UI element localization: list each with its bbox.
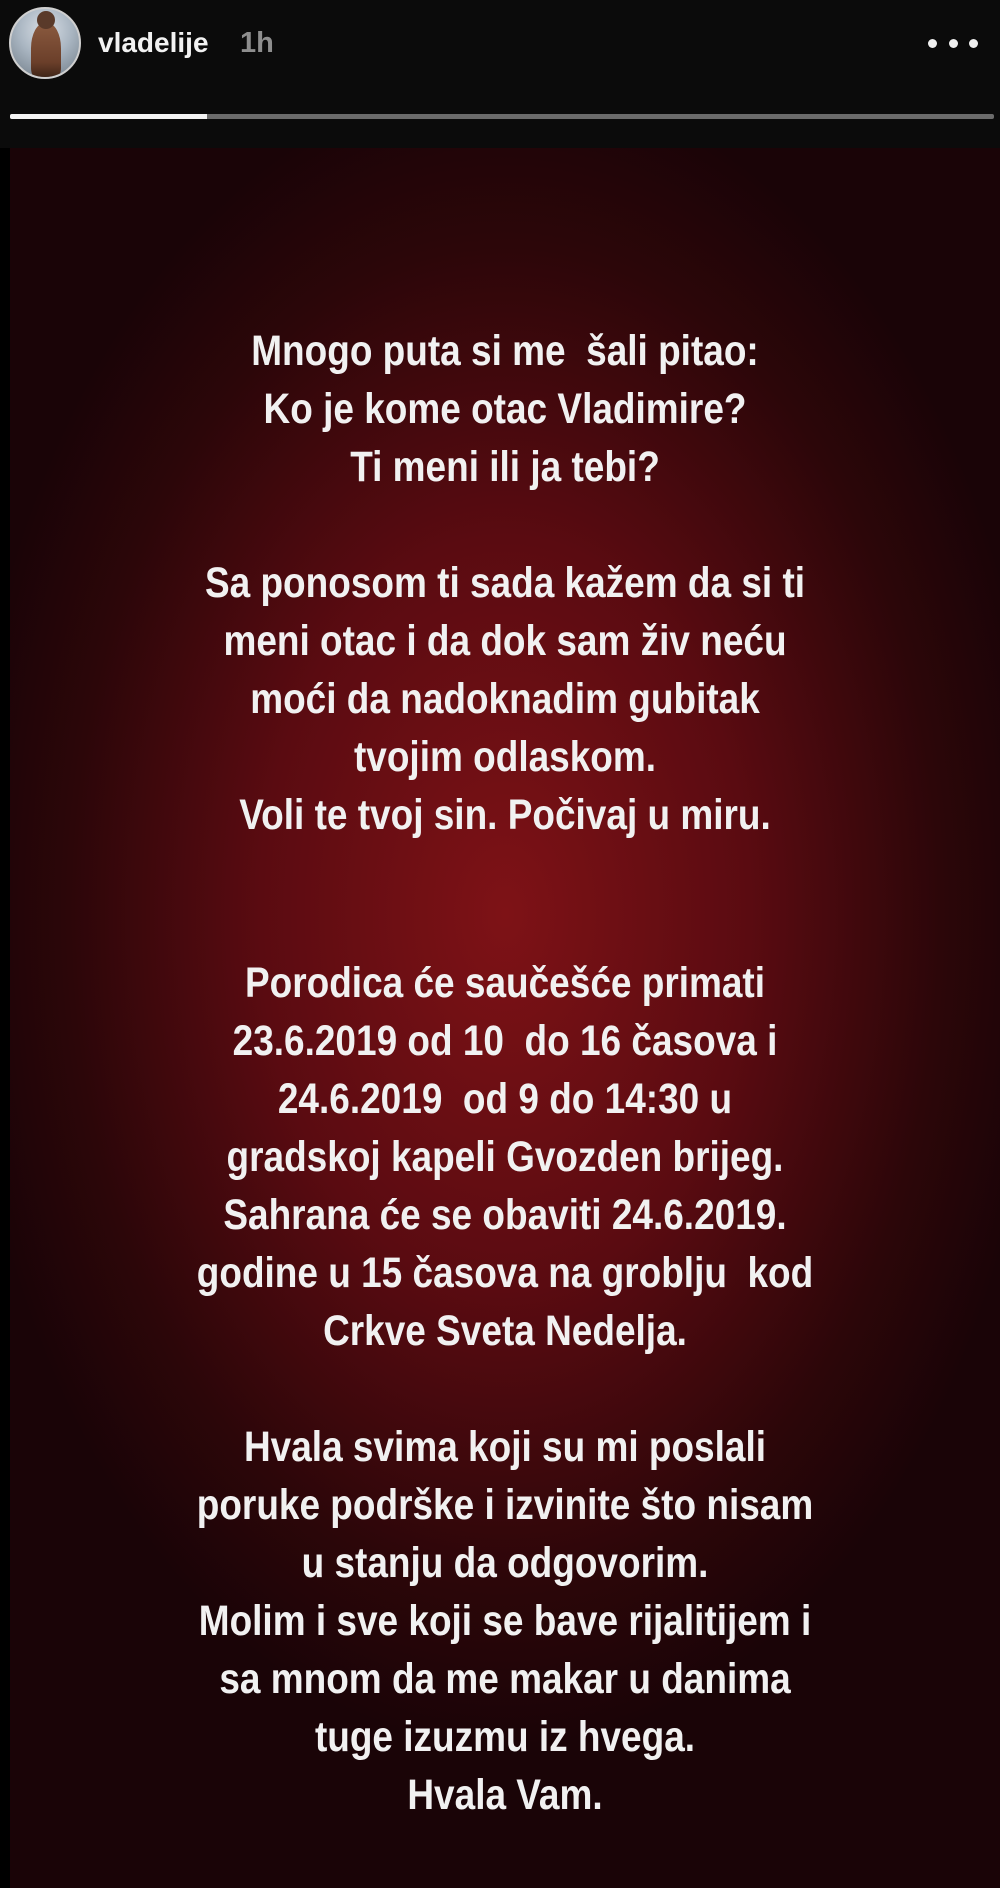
more-dot [928, 39, 937, 48]
story-line: tuge izuzmu iz hvega. [314, 1713, 696, 1761]
story-line: Hvala svima koji su mi poslali [243, 1423, 767, 1471]
story-header [0, 0, 1000, 148]
story-paragraph-1 [79, 322, 930, 496]
story-line: 23.6.2019 od 10 do 16 časova i [232, 1017, 778, 1065]
story-line: u stanju da odgovorim. [301, 1539, 709, 1587]
story-line: gradskoj kapeli Gvozden brijeg. [226, 1133, 784, 1181]
more-dot [969, 39, 978, 48]
story-line: godine u 15 časova na groblju kod [196, 1249, 814, 1297]
story-line: poruke podrške i izvinite što nisam [196, 1481, 814, 1529]
story-paragraph-3 [79, 954, 930, 1360]
avatar-figure [31, 23, 61, 79]
story-line: Crkve Sveta Nedelja. [323, 1307, 687, 1355]
story-line: Porodica će saučešće primati [244, 959, 766, 1007]
story-line: Hvala Vam. [407, 1771, 603, 1819]
story-line: tvojim odlaskom. [353, 733, 657, 781]
story-line: Mnogo puta si me šali pitao: [251, 327, 759, 375]
story-line: Ko je kome otac Vladimire? [263, 385, 747, 433]
profile-avatar-icon[interactable] [9, 7, 81, 79]
story-progress-fill [10, 114, 207, 119]
story-line: Ti meni ili ja tebi? [350, 443, 660, 491]
more-options-icon[interactable] [928, 26, 978, 60]
story-paragraph-4 [79, 1418, 930, 1824]
story-line: Sa ponosom ti sada kažem da si ti [204, 559, 806, 607]
story-line: moći da nadoknadim gubitak [250, 675, 760, 723]
post-timestamp: 1h [240, 27, 274, 59]
story-line: Sahrana će se obaviti 24.6.2019. [223, 1191, 787, 1239]
avatar-head [37, 11, 55, 29]
story-paragraph-2 [79, 554, 930, 844]
more-dot [949, 39, 958, 48]
story-line: Molim i sve koji se bave rijalitijem i [198, 1597, 812, 1645]
story-content[interactable] [10, 148, 1000, 1888]
story-progress-bar [10, 114, 994, 119]
story-line: sa mnom da me makar u danima [219, 1655, 791, 1703]
story-line: Voli te tvoj sin. Počivaj u miru. [239, 791, 771, 839]
story-text [79, 322, 930, 1824]
story-line: meni otac i da dok sam živ neću [223, 617, 787, 665]
story-line: 24.6.2019 od 9 do 14:30 u [277, 1075, 733, 1123]
username[interactable]: vladelije [98, 27, 209, 58]
